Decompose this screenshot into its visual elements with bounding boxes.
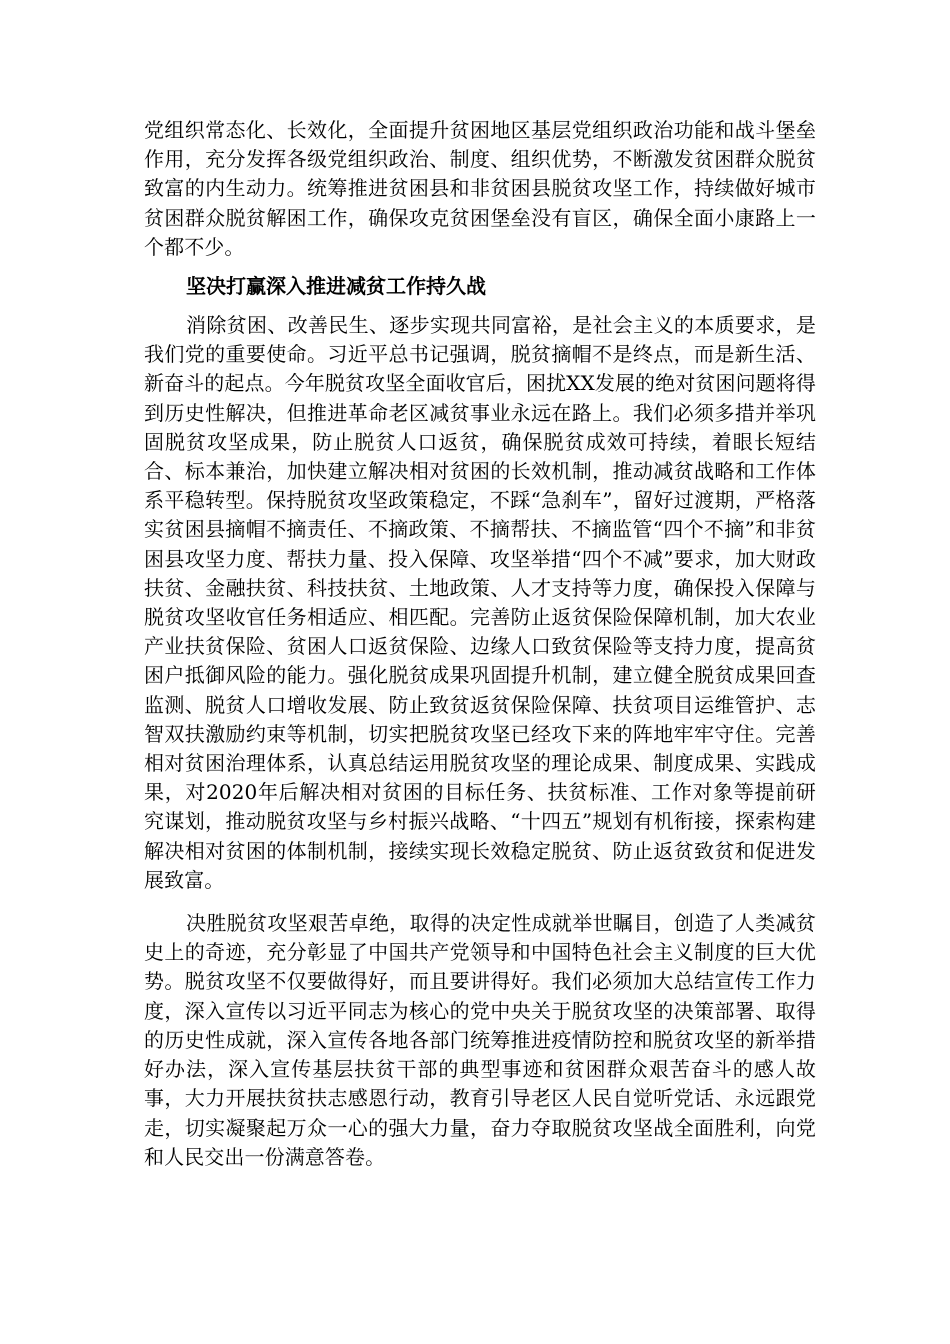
intro-paragraph: 党组织常态化、长效化，全面提升贫困地区基层党组织政治功能和战斗堡垒作用，充分发挥各级党组织政治、制度、组织优势，不断激发贫困群众脱贫致富的内生动力。统筹推进贫困县和非贫困县脱贫攻坚工作，持续做好城市贫困群众脱贫解困工作，确保攻克贫困堡垒没有盲区，确保全面小康路上一个都不少。 — [144, 118, 816, 259]
section-heading: 坚决打赢深入推进减贫工作持久战 — [186, 274, 486, 299]
body-paragraph-2: 决胜脱贫攻坚艰苦卓绝，取得的决定性成就举世瞩目，创造了人类减贫史上的奇迹，充分彰显了中国共产党领导和中国特色社会主义制度的巨大优势。脱贫攻坚不仅要做得好，而且要讲得好。我们必须加大总结宣传工作力度，深入宣传以习近平同志为核心的党中央关于脱贫攻坚的决策部署、取得的历史性成就，深入宣传各地各部门统筹推进疫情防控和脱贫攻坚的新举措好办法，深入宣传基层扶贫干部的典型事迹和贫困群众艰苦奋斗的感人故事，大力开展扶贫扶志感恩行动，教育引导老区人民自觉听党话、永远跟党走，切实凝聚起万众一心的强大力量，奋力夺取脱贫攻坚战全面胜利，向党和人民交出一份满意答卷。 — [144, 911, 816, 1169]
document-body — [144, 116, 816, 1172]
paragraph-gap — [144, 895, 816, 909]
body-paragraph-1: 消除贫困、改善民生、逐步实现共同富裕，是社会主义的本质要求，是我们党的重要使命。习近平总书记强调，脱贫摘帽不是终点，而是新生活、新奋斗的起点。今年脱贫攻坚全面收官后，困扰XX发展的绝对贫困问题将得到历史性解决，但推进革命老区减贫事业永远在路上。我们必须多措并举巩固脱贫攻坚成果，防止脱贫人口返贫，确保脱贫成效可持续，着眼长短结合、标本兼治，加快建立解决相对贫困的长效机制，推动减贫战略和工作体系平稳转型。保持脱贫攻坚政策稳定，不踩“急刹车”，留好过渡期，严格落实贫困县摘帽不摘责任、不摘政策、不摘帮扶、不摘监管“四个不摘”和非贫困县攻坚力度、帮扶力量、投入保障、攻坚举措“四个不减”要求，加大财政扶贫、金融扶贫、科技扶贫、土地政策、人才支持等力度，确保投入保障与脱贫攻坚收官任务相适应、相匹配。完善防止返贫保险保障机制，加大农业产业扶贫保险、贫困人口返贫保险、边缘人口致贫保险等支持力度，提高贫困户抵御风险的能力。强化脱贫成果巩固提升机制，建立健全脱贫成果回查监测、脱贫人口增收发展、防止致贫返贫保险保障、扶贫项目运维管护、志智双扶激励约束等机制，切实把脱贫攻坚已经攻下来的阵地牢牢守住。完善相对贫困治理体系，认真总结运用脱贫攻坚的理论成果、制度成果、实践成果，对2020年后解决相对贫困的目标任务、扶贫标准、工作对象等提前研究谋划，推动脱贫攻坚与乡村振兴战略、“十四五”规划有机衔接，探索构建解决相对贫困的体制机制，接续实现长效稳定脱贫、防止返贫致贫和促进发展致富。 — [144, 313, 816, 892]
